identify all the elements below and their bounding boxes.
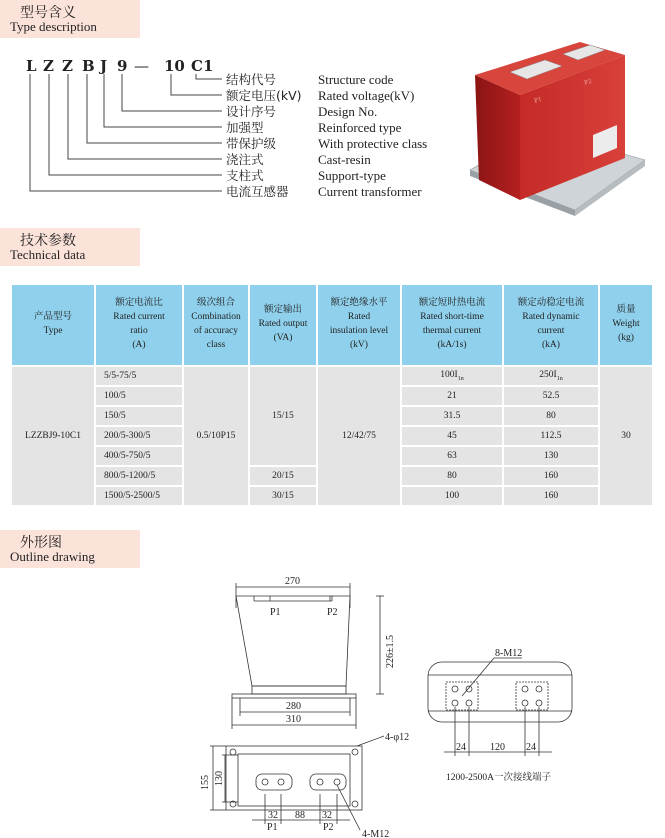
cell-output: 20/15 [250, 467, 316, 485]
cell-ratio: 1500/5-2500/5 [96, 487, 182, 505]
cell-thermal: 31.5 [402, 407, 502, 425]
dim-24a: 24 [456, 742, 466, 753]
technical-data-title-en: Technical data [10, 247, 86, 262]
dim-120: 120 [490, 742, 505, 753]
desc-en: Current transformer [318, 184, 422, 199]
cell-weight: 30 [600, 367, 652, 505]
dim-m12-front: 4-M12 [362, 829, 390, 838]
cell-ratio: 5/5-75/5 [96, 367, 182, 385]
code-letter: C1 [191, 57, 214, 75]
dim-inner-base: 280 [286, 701, 301, 712]
cell-insulation: 12/42/75 [318, 367, 400, 505]
cell-dynamic: 160 [504, 467, 598, 485]
product-photo [465, 40, 655, 220]
cell-ratio: 200/5-300/5 [96, 427, 182, 445]
label-p2-plan: P2 [323, 822, 334, 833]
code-letter: L [26, 57, 37, 75]
cell-dynamic: 52.5 [504, 387, 598, 405]
code-letter: Z [62, 57, 73, 75]
code-letter: B [82, 57, 95, 75]
desc-en: Rated voltage(kV) [318, 88, 415, 103]
dim-130: 130 [214, 771, 225, 786]
technical-data-title-cn: 技术参数 [20, 233, 76, 249]
desc-cn: 加强型 [226, 120, 264, 135]
header-accuracy: 级次组合 Combination of accuracy class [184, 285, 248, 365]
technical-data-table [10, 283, 654, 507]
technical-data-header [0, 228, 140, 266]
outline-drawing-header [0, 530, 140, 568]
desc-en: Design No. [318, 104, 378, 119]
dim-155: 155 [200, 775, 211, 790]
dim-24b: 24 [526, 742, 536, 753]
header-ratio: 额定电流比 Rated current ratio (A) [96, 285, 182, 365]
label-p1-plan: P1 [267, 822, 278, 833]
code-letter: J [100, 57, 108, 75]
header-weight: 质量 Weight (kg) [600, 285, 652, 365]
dim-32b: 32 [322, 810, 332, 821]
table-row [12, 367, 652, 385]
dim-m12-terminal: 8-M12 [495, 648, 523, 659]
cell-ratio: 400/5-750/5 [96, 447, 182, 465]
cell-ratio: 800/5-1200/5 [96, 467, 182, 485]
desc-en: Cast-resin [318, 152, 371, 167]
desc-cn: 电流互感器 [226, 184, 289, 199]
dim-height: 226±1.5 [385, 635, 396, 668]
cell-output: 15/15 [250, 367, 316, 465]
desc-en: With protective class [318, 136, 428, 151]
header-type: 产品型号 Type [12, 285, 94, 365]
cell-dynamic: 130 [504, 447, 598, 465]
code-letter: 10 [164, 57, 185, 75]
outline-drawing-title-en: Outline drawing [10, 549, 95, 564]
desc-cn: 支柱式 [226, 168, 264, 183]
desc-en: Support-type [318, 168, 386, 183]
cell-thermal: $100I_{1n}$ [402, 367, 502, 385]
cell-type: LZZBJ9-10C1 [12, 367, 94, 505]
cell-accuracy: 0.5/10P15 [184, 367, 248, 505]
cell-dynamic: 112.5 [504, 427, 598, 445]
cell-thermal: 100 [402, 487, 502, 505]
desc-en: Structure code [318, 72, 394, 87]
photo-p1-label: P1 [533, 95, 543, 105]
cell-thermal: 45 [402, 427, 502, 445]
desc-en: Reinforced type [318, 120, 402, 135]
terminal-caption: 1200-2500A一次接线端子 [446, 773, 552, 783]
header-insulation: 额定绝缘水平 Rated insulation level (kV) [318, 285, 400, 365]
header-dynamic: 额定动稳定电流 Rated dynamic current (kA) [504, 285, 598, 365]
code-letter: 9 [117, 57, 128, 75]
header-thermal: 额定短时热电流 Rated short-time thermal current (kA/1s) [402, 285, 502, 365]
cell-dynamic: 160 [504, 487, 598, 505]
photo-p2-label: P2 [583, 77, 593, 87]
cell-thermal: 63 [402, 447, 502, 465]
outline-drawing [0, 568, 665, 838]
cell-thermal: 80 [402, 467, 502, 485]
dim-32a: 32 [268, 810, 278, 821]
label-p1-front: P1 [270, 607, 281, 618]
cell-ratio: 150/5 [96, 407, 182, 425]
desc-cn: 浇注式 [226, 152, 264, 167]
cell-ratio: 100/5 [96, 387, 182, 405]
cell-thermal: 21 [402, 387, 502, 405]
dim-88: 88 [295, 810, 305, 821]
desc-cn: 带保护级 [226, 136, 277, 151]
code-letter: Z [43, 57, 54, 75]
desc-cn: 额定电压(kV) [226, 88, 302, 103]
type-description-title-en: Type description [10, 19, 97, 34]
cell-dynamic: $250I_{1n}$ [504, 367, 598, 385]
label-p2-front: P2 [327, 607, 338, 618]
type-description-title-cn: 型号含义 [20, 5, 76, 21]
cell-dynamic: 80 [504, 407, 598, 425]
code-dash: — [134, 57, 149, 75]
dim-outer-base: 310 [286, 714, 301, 725]
header-output: 额定输出 Rated output (VA) [250, 285, 316, 365]
desc-cn: 设计序号 [226, 104, 277, 119]
desc-cn: 结构代号 [226, 72, 277, 87]
dim-top-width: 270 [285, 576, 300, 587]
outline-drawing-title-cn: 外形图 [20, 535, 62, 551]
dim-holes: 4-φ12 [385, 732, 410, 743]
cell-output: 30/15 [250, 487, 316, 505]
